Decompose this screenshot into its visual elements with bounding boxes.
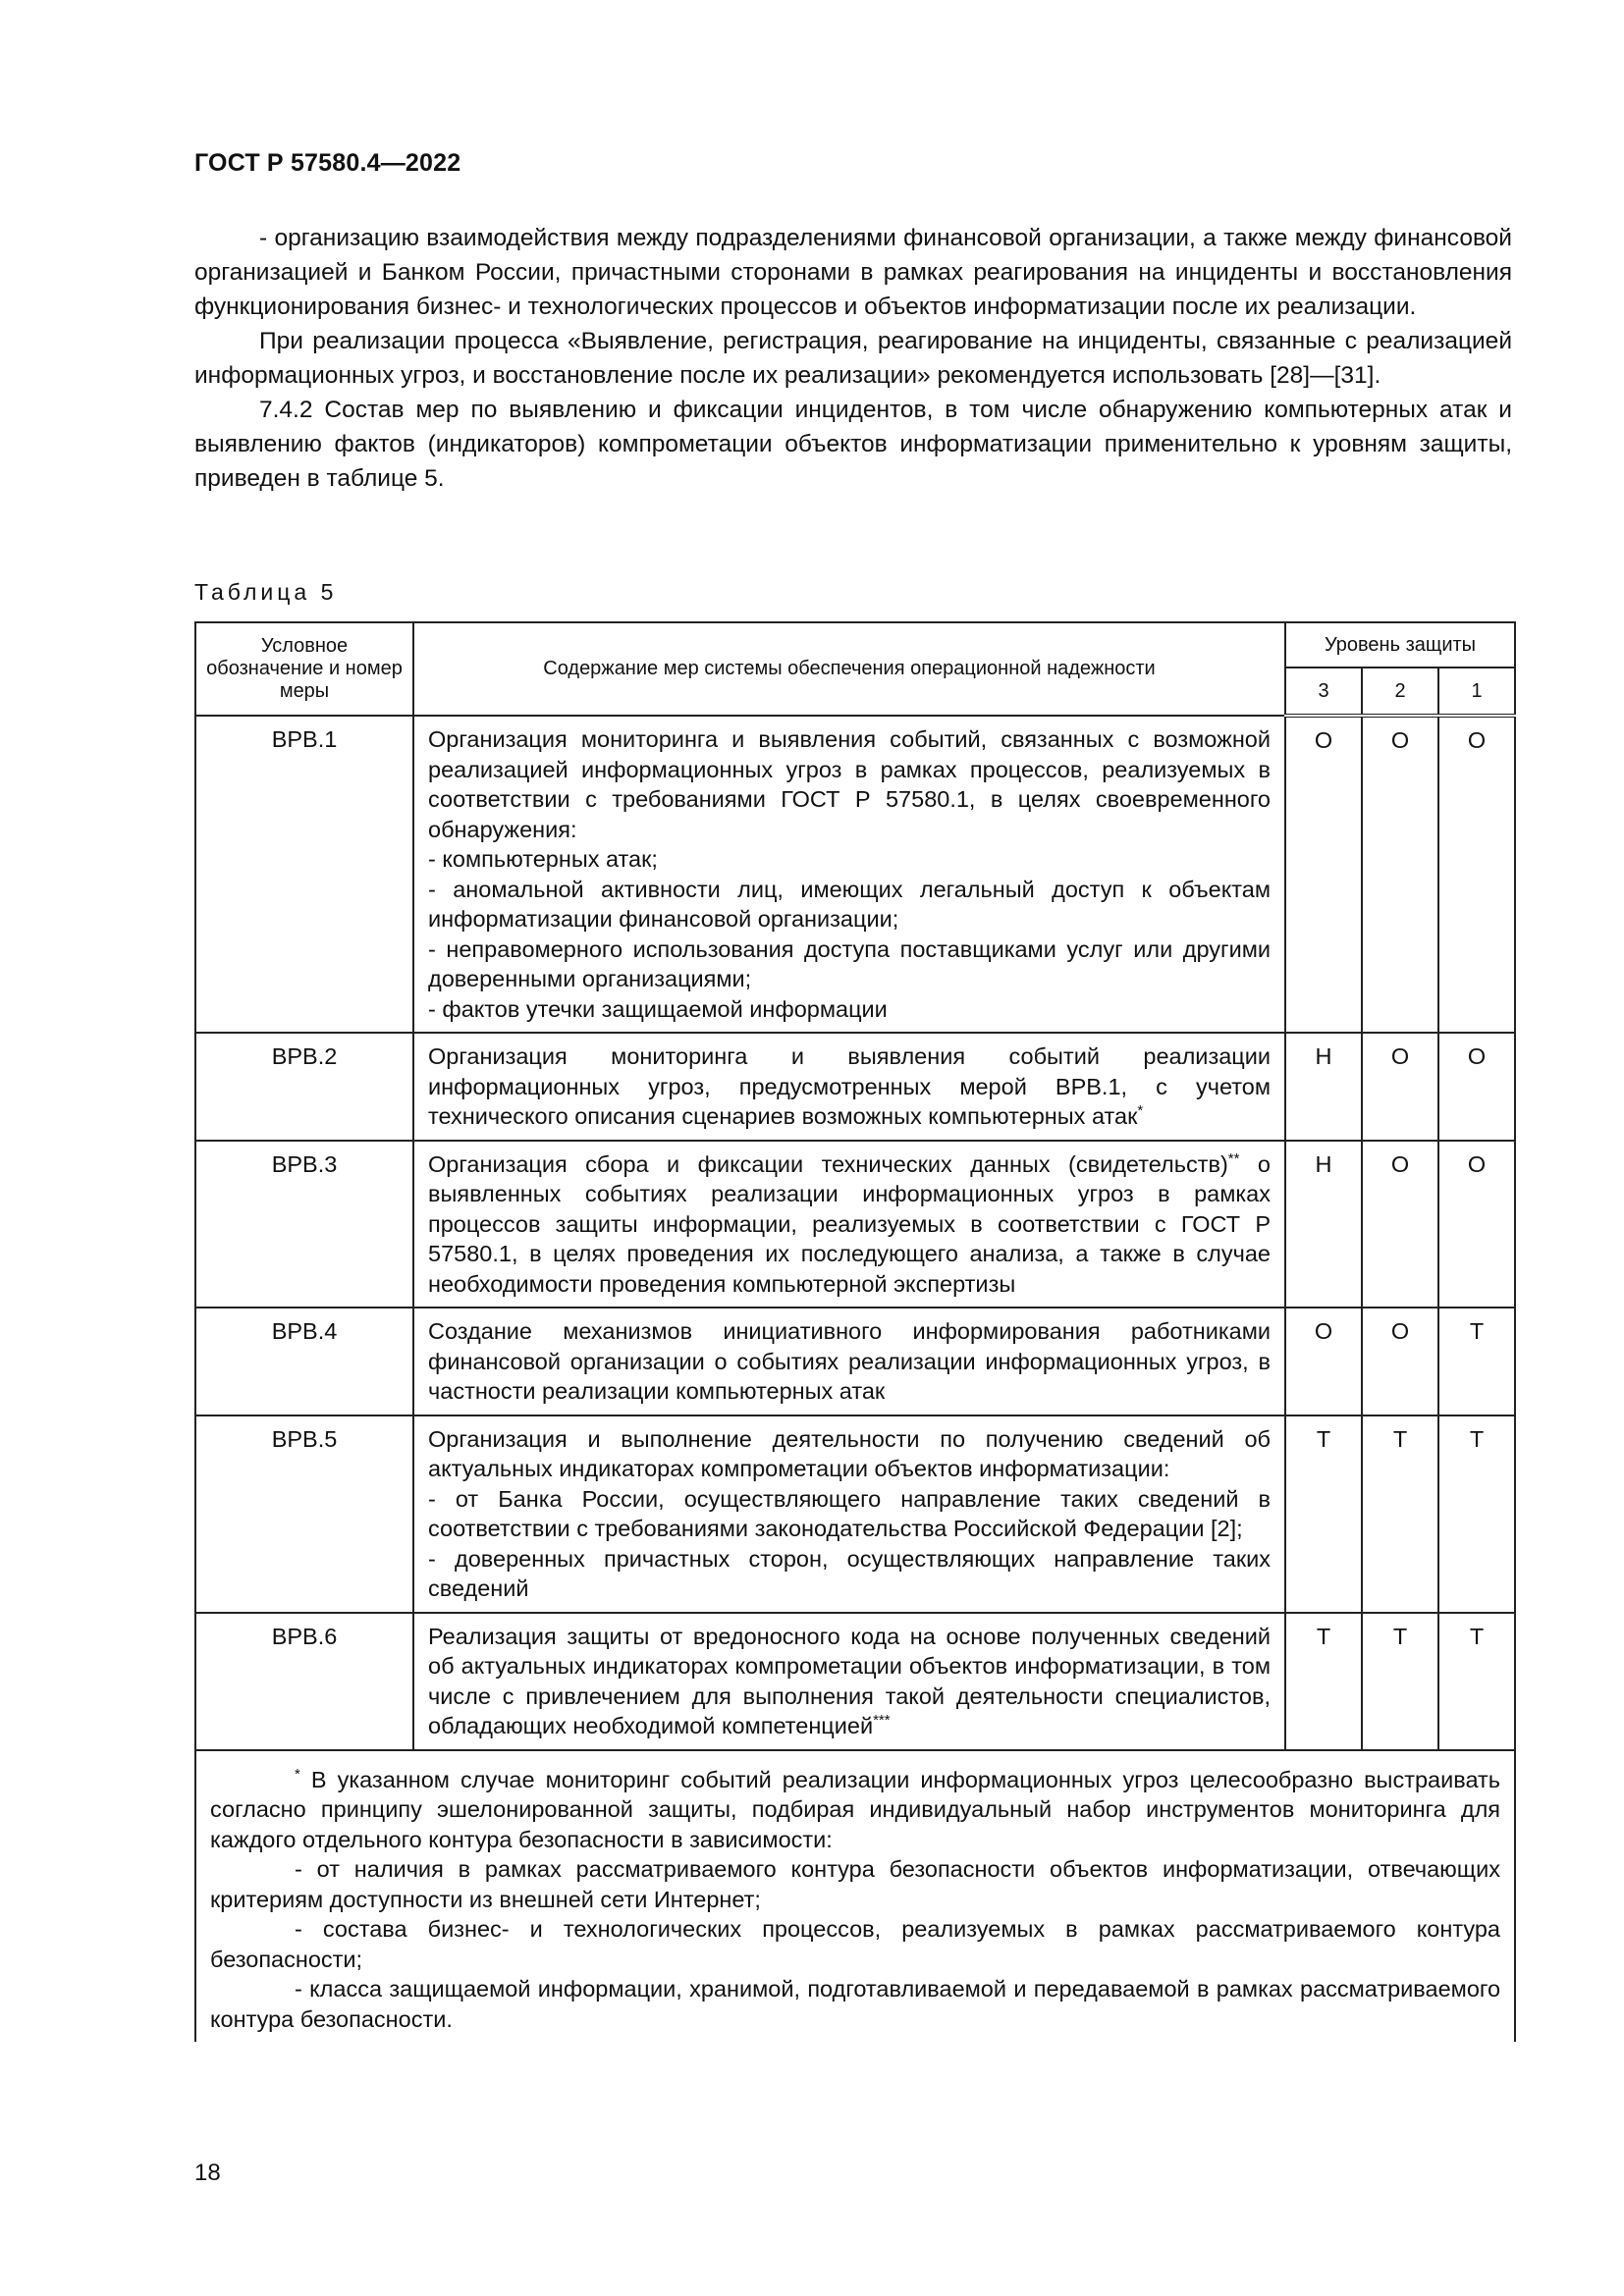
content-text: Организация мониторинга и выявления событий реализации информационных угроз, предусмотренных мерой ВРВ.1, с учетом технического описания сценариев возможных компьютерных атак xyxy=(428,1043,1271,1129)
content-text: Организация сбора и фиксации технических данных (свидетельств) xyxy=(428,1150,1228,1177)
table-row xyxy=(195,716,1515,1033)
table-row xyxy=(195,1033,1515,1141)
table-row xyxy=(195,1141,1515,1308)
level-2-value: О xyxy=(1362,1308,1438,1415)
measure-code: ВРВ.1 xyxy=(195,716,413,1033)
table-row xyxy=(195,1308,1515,1415)
body-text xyxy=(194,221,1512,496)
level-1-value: Т xyxy=(1438,1308,1515,1415)
footnote-ref: *** xyxy=(873,1712,891,1730)
table-header-row xyxy=(195,622,1515,667)
content-line: - аномальной активности лиц, имеющих легальный доступ к объектам информатизации финансовой организации; xyxy=(428,876,1271,932)
table-row xyxy=(195,1415,1515,1613)
table-footnote xyxy=(195,1750,1515,2043)
measure-content xyxy=(413,1415,1285,1613)
measure-content: Создание механизмов инициативного информирования работниками финансовой организации о событиях реализации информационных угроз, в частности реализации компьютерных атак xyxy=(413,1308,1285,1415)
content-line: - фактов утечки защищаемой информации xyxy=(428,995,888,1022)
header-protection-level: Уровень защиты xyxy=(1285,622,1515,667)
level-1-value: О xyxy=(1438,716,1515,1033)
level-2-value: О xyxy=(1362,1033,1438,1141)
footnote-item: - состава бизнес- и технологических процессов, реализуемых в рамках рассматриваемого контура безопасности; xyxy=(210,1916,1501,1972)
measure-content xyxy=(413,1141,1285,1308)
content-text: Реализация защиты от вредоносного кода на основе полученных сведений об актуальных индикаторах компрометации объектов информатизации, в том числе с привлечением для выполнения такой деятельности специалистов, обладающих необходимой компетенцией xyxy=(428,1623,1271,1738)
level-1-value: О xyxy=(1438,1141,1515,1308)
table-row xyxy=(195,1613,1515,1750)
level-2-value: Т xyxy=(1362,1415,1438,1613)
footnote-item: - от наличия в рамках рассматриваемого контура безопасности объектов информатизации, отвечающих критериям доступности из внешней сети Интернет; xyxy=(210,1856,1501,1912)
paragraph: 7.4.2 Состав мер по выявлению и фиксации инцидентов, в том числе обнаружению компьютерных атак и выявлению фактов (индикаторов) компрометации объектов информатизации применительно к уровням защиты, приведен в таблице 5. xyxy=(194,397,1512,492)
footnote-text: В указанном случае мониторинг событий реализации информационных угроз целесообразно выстраивать согласно принципу эшелонированной защиты, подбирая индивидуальный набор инструментов мониторинга для каждого отдельного контура безопасности в зависимости: xyxy=(210,1766,1501,1852)
measure-code: ВРВ.6 xyxy=(195,1613,413,1750)
content-line: - от Банка России, осуществляющего направление таких сведений в соответствии с требованиями законодательства Российской Федерации [2]; xyxy=(428,1485,1271,1541)
measure-code: ВРВ.4 xyxy=(195,1308,413,1415)
footnote-ref: ** xyxy=(1227,1149,1240,1167)
header-designation: Условное обозначение и номер меры xyxy=(195,622,413,716)
standard-header: ГОСТ Р 57580.4—2022 xyxy=(194,149,461,177)
level-1-value: Т xyxy=(1438,1613,1515,1750)
level-3-value: Н xyxy=(1285,1033,1362,1141)
level-3-value: Т xyxy=(1285,1415,1362,1613)
header-content: Содержание мер системы обеспечения операционной надежности xyxy=(413,622,1285,716)
content-line: - неправомерного использования доступа поставщиками услуг или другими доверенными организациями; xyxy=(428,935,1271,991)
measures-table xyxy=(194,621,1516,2042)
measure-code: ВРВ.3 xyxy=(195,1141,413,1308)
footnote-intro xyxy=(210,1765,1500,1855)
content-line: Организация и выполнение деятельности по получению сведений об актуальных индикаторах компрометации объектов информатизации: xyxy=(428,1425,1271,1481)
measure-code: ВРВ.5 xyxy=(195,1415,413,1613)
header-level-3: 3 xyxy=(1285,667,1362,716)
paragraph: - организацию взаимодействия между подразделениями финансовой организации, а также между финансовой организацией и Банком России, причастными сторонами в рамках реагирования на инциденты и восстановления функционирования бизнес- и технологических процессов и объектов информатизации после их реализации. xyxy=(194,225,1512,320)
measure-content xyxy=(413,716,1285,1033)
content-line: - компьютерных атак; xyxy=(428,846,658,872)
header-level-2: 2 xyxy=(1362,667,1438,716)
measure-content xyxy=(413,1033,1285,1141)
footnote-row xyxy=(195,1750,1515,2043)
measure-content xyxy=(413,1613,1285,1750)
level-1-value: О xyxy=(1438,1033,1515,1141)
level-3-value: О xyxy=(1285,1308,1362,1415)
header-level-1: 1 xyxy=(1438,667,1515,716)
level-1-value: Т xyxy=(1438,1415,1515,1613)
content-text: о выявленных событиях реализации информационных угроз в рамках процессов защиты информации, реализуемых в соответствии с ГОСТ Р 57580.1, в целях проведения их последующего анализа, а также в случае необходимости проведения компьютерной экспертизы xyxy=(428,1150,1271,1297)
level-3-value: Т xyxy=(1285,1613,1362,1750)
page-number: 18 xyxy=(194,2160,221,2186)
level-3-value: Н xyxy=(1285,1141,1362,1308)
content-line: - доверенных причастных сторон, осуществляющих направление таких сведений xyxy=(428,1545,1271,1601)
paragraph: При реализации процесса «Выявление, регистрация, реагирование на инциденты, связанные с реализацией информационных угроз, и восстановление после их реализации» рекомендуется использовать [28]—[31]. xyxy=(194,328,1512,389)
table-caption: Таблица 5 xyxy=(194,579,338,605)
level-3-value: О xyxy=(1285,716,1362,1033)
level-2-value: О xyxy=(1362,1141,1438,1308)
level-2-value: О xyxy=(1362,716,1438,1033)
measure-code: ВРВ.2 xyxy=(195,1033,413,1141)
footnote-mark: * xyxy=(295,1765,300,1783)
footnote-ref: * xyxy=(1137,1102,1144,1120)
content-line: Организация мониторинга и выявления событий, связанных с возможной реализацией информационных угроз в рамках процессов, реализуемых в соответствии с требованиями ГОСТ Р 57580.1, в целях своевременного обнаружения: xyxy=(428,726,1271,842)
footnote-item: - класса защищаемой информации, хранимой, подготавливаемой и передаваемой в рамках рассматриваемого контура безопасности. xyxy=(210,1976,1501,2032)
level-2-value: Т xyxy=(1362,1613,1438,1750)
